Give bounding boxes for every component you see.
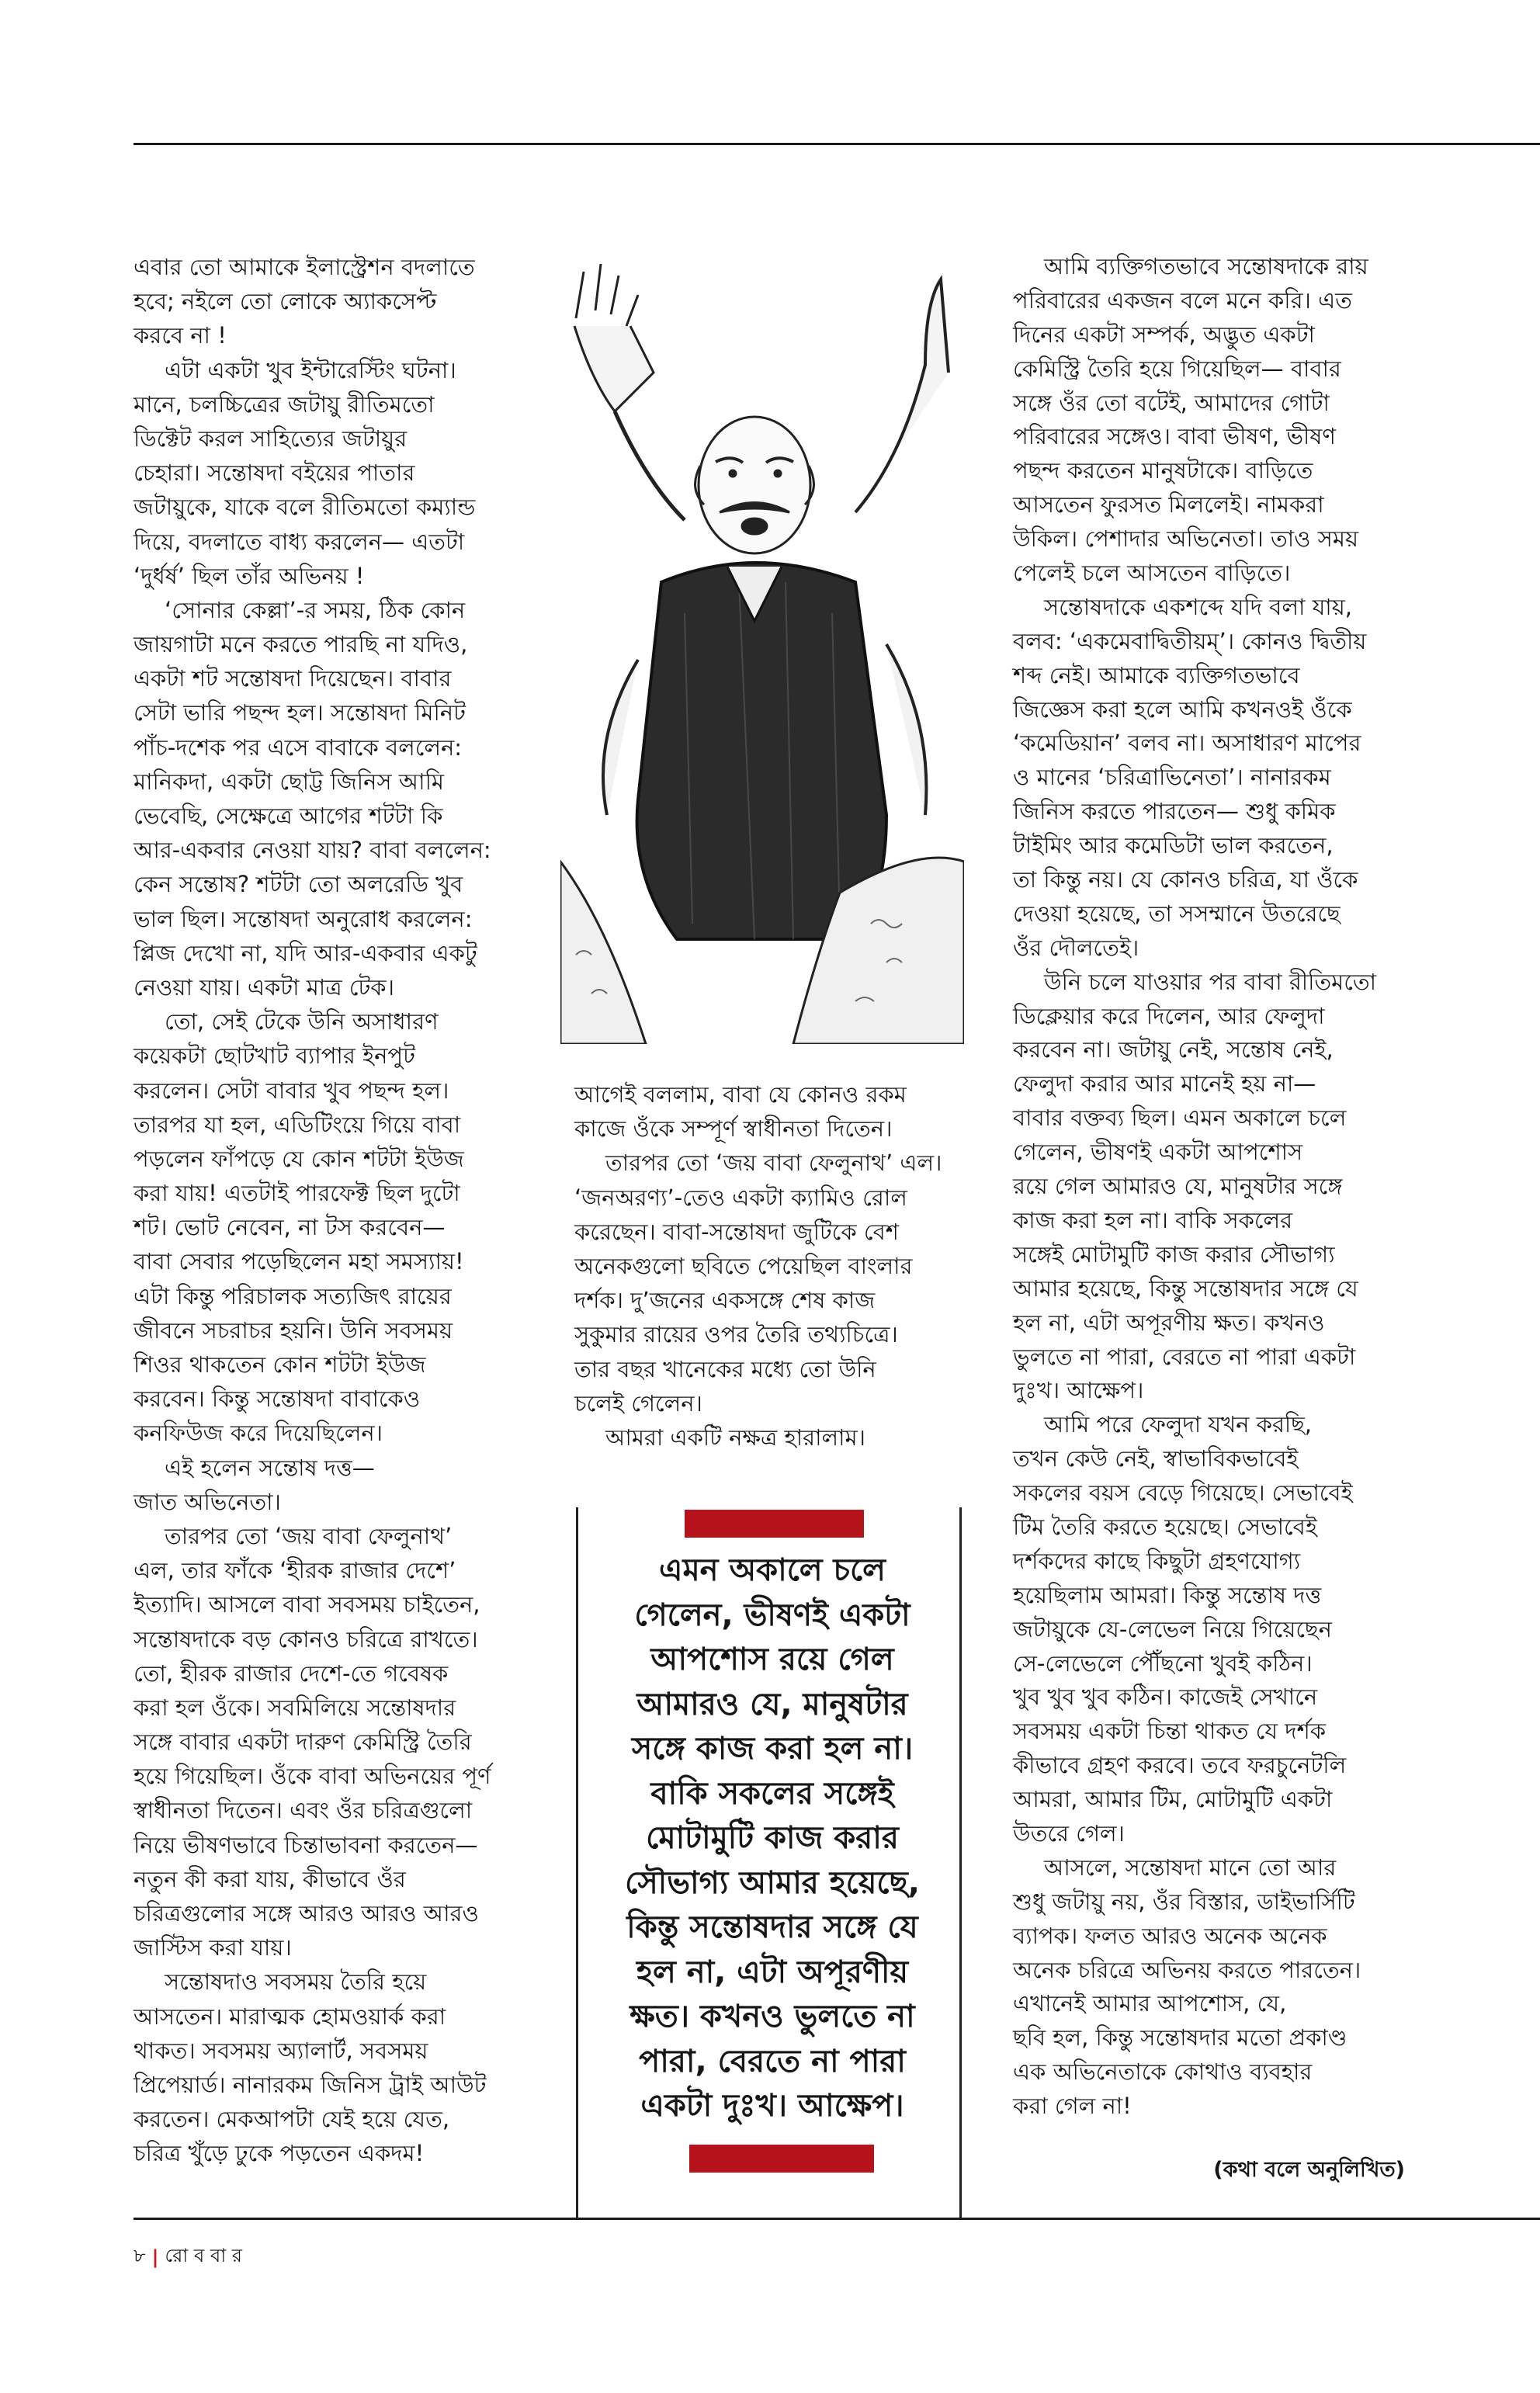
- paragraph-line: মানিকদা, একটা ছোট্ট জিনিস আমি: [134, 768, 444, 795]
- paragraph-line: জিনিস করতে পারতেন— শুধু কমিক: [1013, 798, 1336, 825]
- paragraph-line: সন্তোষদাও সবসময় তৈরি হয়ে: [165, 1968, 427, 1996]
- paragraph-line: চরিত্র খুঁড়ে ঢুকে পড়তেন একদম!: [134, 2140, 425, 2167]
- paragraph-line: তখন কেউ নেই, স্বাভাবিকভাবেই: [1013, 1445, 1299, 1472]
- pull-quote-line: কিন্তু সন্তোষদার সঙ্গে যে: [626, 1909, 918, 1945]
- paragraph-line: এটা একটা খুব ইন্টারেস্টিং ঘটনা।: [165, 356, 456, 383]
- paragraph-line: ব্যাপক। ফলত আরও অনেক অনেক: [1013, 1922, 1327, 1949]
- paragraph-line: জীবনে সচরাচর হয়নি। উনি সবসময়: [134, 1316, 453, 1344]
- paragraph-line: তার বছর খানেকের মধ্যে তো উনি: [574, 1355, 876, 1382]
- paragraph-line: সঙ্গে বাবার একটা দারুণ কেমিস্ট্রি তৈরি: [134, 1729, 472, 1756]
- paragraph-line: সকলের বয়স বেড়ে গিয়েছে। সেভাবেই: [1013, 1479, 1353, 1507]
- paragraph-line: হবে; নইলে তো লোকে অ্যাকসেপ্ট: [134, 288, 437, 315]
- paragraph-line: সন্তোষদাকে বড় কোনও চরিত্রে রাখতে।: [134, 1625, 478, 1653]
- paragraph-line: জায়গাটা মনে করতে পারছি না যদিও,: [134, 631, 468, 658]
- bottom-rule: [134, 2218, 1540, 2220]
- paragraph-line: টিম তৈরি করতে হয়েছে। সেভাবেই: [1013, 1513, 1317, 1540]
- paragraph-line: সুকুমার রায়ের ওপর তৈরি তথ্যচিত্রে।: [574, 1321, 898, 1348]
- paragraph-line: পাঁচ-দশেক পর এসে বাবাকে বললেন:: [134, 734, 463, 761]
- page-number: ৮: [134, 2245, 146, 2266]
- paragraph-line: প্রিপেয়ার্ড। নানারকম জিনিস ট্রাই আউট: [134, 2071, 487, 2098]
- pull-quote-right-rule: [959, 1507, 962, 2218]
- paragraph-line: দিনের একটা সম্পর্ক, অদ্ভুত একটা: [1013, 321, 1315, 348]
- paragraph-line: একটা শট সন্তোষদা দিয়েছেন। বাবার: [134, 665, 452, 692]
- paragraph-line: ফেলুদা করার আর মানেই হয় না—: [1013, 1070, 1316, 1098]
- paragraph-line: ভেবেছি, সেক্ষেত্রে আগের শটটা কি: [134, 803, 443, 829]
- paragraph-line: আসতেন। মারাত্মক হোমওয়ার্ক করা: [134, 2003, 446, 2030]
- pull-quote-line: একটা দুঃখ। আক্ষেপ।: [640, 2088, 904, 2124]
- paragraph-line: হয়েছিলাম আমরা। কিন্তু সন্তোষ দত্ত: [1013, 1581, 1322, 1608]
- paragraph-line: তারপর তো ‘জয় বাবা ফেলুনাথ’: [165, 1522, 453, 1549]
- paragraph-line: করা হল ওঁকে। সবমিলিয়ে সন্তোষদার: [134, 1694, 456, 1721]
- paragraph-line: টাইমিং আর কমেডিটা ভাল করতেন,: [1013, 832, 1334, 859]
- paragraph-line: মানে, চলচ্চিত্রের জটায়ু রীতিমতো: [134, 390, 435, 418]
- paragraph-line: আর-একবার নেওয়া যায়? বাবা বললেন:: [134, 837, 491, 864]
- paragraph-line: আমরা, আমার টিম, মোটামুটি একটা: [1013, 1786, 1333, 1813]
- paragraph-line: তারপর যা হল, এডিটিংয়ে গিয়ে বাবা: [134, 1111, 461, 1138]
- paragraph-line: ভাল ছিল। সন্তোষদা অনুরোধ করলেন:: [134, 905, 473, 932]
- pull-quote-line: আমারও যে, মানুষটার: [636, 1686, 908, 1722]
- paragraph-line: বাবা সেবার পড়েছিলেন মহা সমস্যায়!: [134, 1248, 464, 1275]
- paragraph-line: আমরা একটি নক্ষত্র হারালাম।: [605, 1424, 866, 1451]
- paragraph-line: দুঃখ। আক্ষেপ।: [1013, 1377, 1144, 1404]
- paragraph-line: করবেন। কিন্তু সন্তোষদা বাবাকেও: [134, 1386, 421, 1413]
- paragraph-line: ভুলতে না পারা, বেরতে না পারা একটা: [1013, 1343, 1356, 1370]
- paragraph-line: আগেই বললাম, বাবা যে কোনও রকম: [574, 1081, 907, 1108]
- paragraph-line: এবার তো আমাকে ইলাস্ট্রেশন বদলাতে: [134, 254, 475, 280]
- paragraph-line: চলেই গেলেন।: [574, 1389, 702, 1417]
- paragraph-line: ওঁর দৌলতেই।: [1013, 934, 1139, 961]
- paragraph-line: এই হলেন সন্তোষ দত্ত—: [165, 1454, 375, 1481]
- paragraph-line: পছন্দ করতেন মানুষটাকে। বাড়িতে: [1013, 457, 1313, 484]
- top-rule: [134, 143, 1540, 145]
- paragraph-line: ডিক্টেট করল সাহিত্যের জটায়ুর: [134, 425, 408, 452]
- paragraph-line: সঙ্গেই মোটামুটি কাজ করার সৌভাগ্য: [1013, 1240, 1335, 1268]
- paragraph-line: করলেন। সেটা বাবার খুব পছন্দ হল।: [134, 1077, 449, 1104]
- paragraph-line: নেওয়া যায়। একটা মাত্র টেক।: [134, 973, 394, 1001]
- paragraph-line: স্বাধীনতা দিতেন। এবং ওঁর চরিত্রগুলো: [134, 1797, 473, 1824]
- column-middle: [574, 1077, 962, 1455]
- paragraph-line: তারপর তো ‘জয় বাবা ফেলুনাথ’ এল।: [605, 1150, 942, 1177]
- paragraph-line: ‘দুর্ধর্ষ’ ছিল তাঁর অভিনয় !: [134, 562, 365, 589]
- paragraph-line: জটায়ুকে, যাকে বলে রীতিমতো কম্যান্ড: [134, 494, 476, 521]
- paragraph-line: শব্দ নেই। আমাকে ব্যক্তিগতভাবে: [1013, 661, 1300, 688]
- paragraph-line: পরিবারের একজন বলে মনে করি। এত: [1013, 286, 1352, 314]
- paragraph-line: দর্শক। দু’জনের একসঙ্গে শেষ কাজ: [574, 1287, 876, 1314]
- paragraph-line: কেন সন্তোষ? শটটা তো অলরেডি খুব: [134, 871, 463, 898]
- pull-quote-line: ক্ষত। কখনও ভুলতে না: [630, 1999, 915, 2034]
- paragraph-line: পড়লেন ফাঁপড়ে যে কোন শটটা ইউজ: [134, 1145, 464, 1172]
- paragraph-line: সেটা ভারি পছন্দ হল। সন্তোষদা মিনিট: [134, 699, 466, 727]
- paragraph-line: জাত অভিনেতা।: [134, 1488, 281, 1515]
- pull-quote-line: সৌভাগ্য আমার হয়েছে,: [625, 1864, 920, 1901]
- vest: [637, 563, 886, 939]
- paragraph-line: থাকত। সবসময় অ্যালার্ট, সবসময়: [134, 2037, 428, 2064]
- pull-quote: [590, 1549, 955, 2129]
- paragraph-line: উতরে গেল।: [1013, 1819, 1125, 1847]
- paragraph-line: পেলেই চলে আসতেন বাড়িতে।: [1013, 560, 1291, 587]
- paragraph-line: ‘জনঅরণ্য’-তেও একটা ক্যামিও রোল: [574, 1184, 907, 1211]
- paragraph-line: জিজ্ঞেস করা হলে আমি কখনওই ওঁকে: [1013, 695, 1352, 723]
- paragraph-line: জাস্টিস করা যায়।: [134, 1934, 292, 1961]
- pull-quote-top-bar: [685, 1510, 864, 1538]
- pull-quote-line: গেলেন, ভীষণই একটা: [634, 1597, 910, 1633]
- page-footer: [134, 2242, 242, 2273]
- paragraph-line: অনেক চরিত্রে অভিনয় করতে পারতেন।: [1013, 1956, 1361, 1983]
- paragraph-line: নিয়ে ভীষণভাবে চিন্তাভাবনা করতেন—: [134, 1831, 478, 1858]
- footer-separator: |: [151, 2246, 159, 2268]
- illustration-actor-raised-arms: [560, 256, 964, 1044]
- paragraph-line: আসতেন ফুরসত মিললেই। নামকরা: [1013, 491, 1324, 518]
- column-right: [1013, 250, 1417, 2124]
- paragraph-line: দিয়ে, বদলাতে বাধ্য করলেন— এতটা: [134, 528, 465, 555]
- pull-quote-bottom-bar: [689, 2145, 874, 2173]
- paragraph-line: ডিক্লেয়ার করে দিলেন, আর ফেলুদা: [1013, 1002, 1325, 1029]
- paragraph-line: এখানেই আমার আপশোস, যে,: [1013, 1990, 1287, 2017]
- magazine-name: রো ব বা র: [165, 2245, 243, 2266]
- paragraph-line: শিওর থাকতেন কোন শটটা ইউজ: [134, 1351, 426, 1378]
- pull-quote-line: আপশোস রয়ে গেল: [650, 1642, 894, 1677]
- paragraph-line: উনি চলে যাওয়ার পর বাবা রীতিমতো: [1044, 968, 1377, 995]
- paragraph-line: তো, সেই টেকে উনি অসাধারণ: [165, 1008, 439, 1035]
- pull-quote-line: সঙ্গে কাজ করা হল না।: [631, 1731, 914, 1767]
- paragraph-line: তো, হীরক রাজার দেশে-তে গবেষক: [134, 1659, 449, 1687]
- paragraph-line: উকিল। পেশাদার অভিনেতা। তাও সময়: [1013, 525, 1359, 553]
- paragraph-line: সন্তোষদাকে একশব্দে যদি বলা যায়,: [1044, 593, 1352, 620]
- paragraph-line: শট। ভোট নেবেন, না টস করবেন—: [134, 1214, 446, 1241]
- pull-quote-line: পারা, বেরতে না পারা: [639, 2043, 906, 2079]
- paragraph-line: কাজে ওঁকে সম্পূর্ণ স্বাধীনতা দিতেন।: [574, 1115, 893, 1143]
- paragraph-line: ‘কমেডিয়ান’ বলব না। অসাধারণ মাপের: [1013, 730, 1361, 757]
- paragraph-line: কেমিস্ট্রি তৈরি হয়ে গিয়েছিল— বাবার: [1013, 355, 1341, 382]
- paragraph-line: করা গেল না!: [1013, 2093, 1132, 2120]
- paragraph-line: ছবি হল, কিন্তু সন্তোষদার মতো প্রকাণ্ড: [1013, 2024, 1348, 2051]
- paragraph-line: বলব: ‘একমেবাদ্বিতীয়ম্’। কোনও দ্বিতীয়: [1013, 627, 1367, 654]
- paragraph-line: রয়ে গেল আমারও যে, মানুষটার সঙ্গে: [1013, 1173, 1343, 1200]
- paragraph-line: করেছেন। বাবা-সন্তোষদা জুটিকে বেশ: [574, 1218, 899, 1245]
- paragraph-line: তা কিন্তু নয়। যে কোনও চরিত্র, যা ওঁকে: [1013, 866, 1358, 893]
- paragraph-line: চরিত্রগুলোর সঙ্গে আরও আরও আরও: [134, 1900, 479, 1927]
- paragraph-line: চেহারা। সন্তোষদা বইয়ের পাতার: [134, 460, 415, 487]
- paragraph-line: আমার হয়েছে, কিন্তু সন্তোষদার সঙ্গে যে: [1013, 1275, 1358, 1302]
- paragraph-line: দর্শকদের কাছে কিছুটা গ্রহণযোগ্য: [1013, 1547, 1301, 1574]
- paragraph-line: গেলেন, ভীষণই একটা আপশোস: [1013, 1139, 1303, 1166]
- paragraph-line: দেওয়া হয়েছে, তা সসম্মানে উতরেছে: [1013, 900, 1341, 927]
- pull-quote-line: বাকি সকলের সঙ্গেই: [650, 1775, 894, 1812]
- pull-quote-line: মোটামুটি কাজ করার: [646, 1820, 899, 1856]
- paragraph-line: নতুন কী করা যায়, কীভাবে ওঁর: [134, 1865, 406, 1892]
- paragraph-line: এক অভিনেতাকে কোথাও ব্যবহার: [1013, 2058, 1313, 2086]
- paragraph-line: করবে না !: [134, 322, 227, 349]
- paragraph-line: পরিবারের সঙ্গেও। বাবা ভীষণ, ভীষণ: [1013, 423, 1336, 450]
- paragraph-line: সঙ্গে ওঁর তো বটেই, আমাদের গোটা: [1013, 389, 1330, 416]
- paragraph-line: করবেন না। জটায়ু নেই, সন্তোষ নেই,: [1013, 1036, 1334, 1063]
- paragraph-line: সবসময় একটা চিন্তা থাকত যে দর্শক: [1013, 1718, 1327, 1745]
- paragraph-line: সে-লেভেলে পৌঁছনো খুবই কঠিন।: [1013, 1649, 1313, 1677]
- pull-quote-left-rule: [576, 1507, 578, 2218]
- paragraph-line: আমি পরে ফেলুদা যখন করছি,: [1044, 1411, 1312, 1438]
- paragraph-line: ‘সোনার কেল্লা’-র সময়, ঠিক কোন: [165, 596, 466, 623]
- paragraph-line: হল না, এটা অপূরণীয় ক্ষত। কখনও: [1013, 1309, 1325, 1336]
- paragraph-line: আমি ব্যক্তিগতভাবে সন্তোষদাকে রায়: [1044, 253, 1368, 279]
- paragraph-line: কাজ করা হল না। বাকি সকলের: [1013, 1206, 1293, 1233]
- article-credit: (কথা বলে অনুলিখিত): [1213, 2158, 1405, 2182]
- column-left: [134, 250, 522, 2171]
- paragraph-line: প্লিজ দেখো না, যদি আর-একবার একটু: [134, 939, 477, 966]
- paragraph-line: কনফিউজ করে দিয়েছিলেন।: [134, 1420, 383, 1447]
- paragraph-line: অনেকগুলো ছবিতে পেয়েছিল বাংলার: [574, 1252, 913, 1279]
- paragraph-line: খুব খুব খুব কঠিন। কাজেই সেখানে: [1013, 1684, 1318, 1711]
- paragraph-line: করা যায়! এতটাই পারফেক্ট ছিল দুটো: [134, 1180, 460, 1207]
- paragraph-line: এটা কিন্তু পরিচালক সত্যজিৎ রায়ের: [134, 1282, 452, 1309]
- pull-quote-line: হল না, এটা অপূরণীয়: [636, 1954, 909, 1990]
- paragraph-line: আসলে, সন্তোষদা মানে তো আর: [1044, 1854, 1337, 1881]
- paragraph-line: হয়ে গিয়েছিল। ওঁকে বাবা অভিনয়ের পূর্ণ: [134, 1763, 491, 1790]
- paragraph-line: করতেন। মেকআপটা যেই হয়ে যেত,: [134, 2106, 450, 2133]
- paragraph-line: ইত্যাদি। আসলে বাবা সবসময় চাইতেন,: [134, 1591, 480, 1618]
- pull-quote-line: এমন অকালে চলে: [659, 1552, 886, 1588]
- paragraph-line: এল, তার ফাঁকে ‘হীরক রাজার দেশে’: [134, 1557, 456, 1584]
- paragraph-line: কয়েকটা ছোটখাট ব্যাপার ইনপুট: [134, 1042, 415, 1070]
- paragraph-line: শুধু জটায়ু নয়, ওঁর বিস্তার, ডাইভার্সিটি: [1013, 1888, 1355, 1915]
- paragraph-line: বাবার বক্তব্য ছিল। এমন অকালে চলে: [1013, 1105, 1347, 1132]
- paragraph-line: কীভাবে গ্রহণ করবে। তবে ফরচুনেটলি: [1013, 1752, 1347, 1779]
- paragraph-line: জটায়ুকে যে-লেভেল নিয়ে গিয়েছেন: [1013, 1615, 1332, 1642]
- paragraph-line: ও মানের ‘চরিত্রাভিনেতা’। নানারকম: [1013, 764, 1331, 791]
